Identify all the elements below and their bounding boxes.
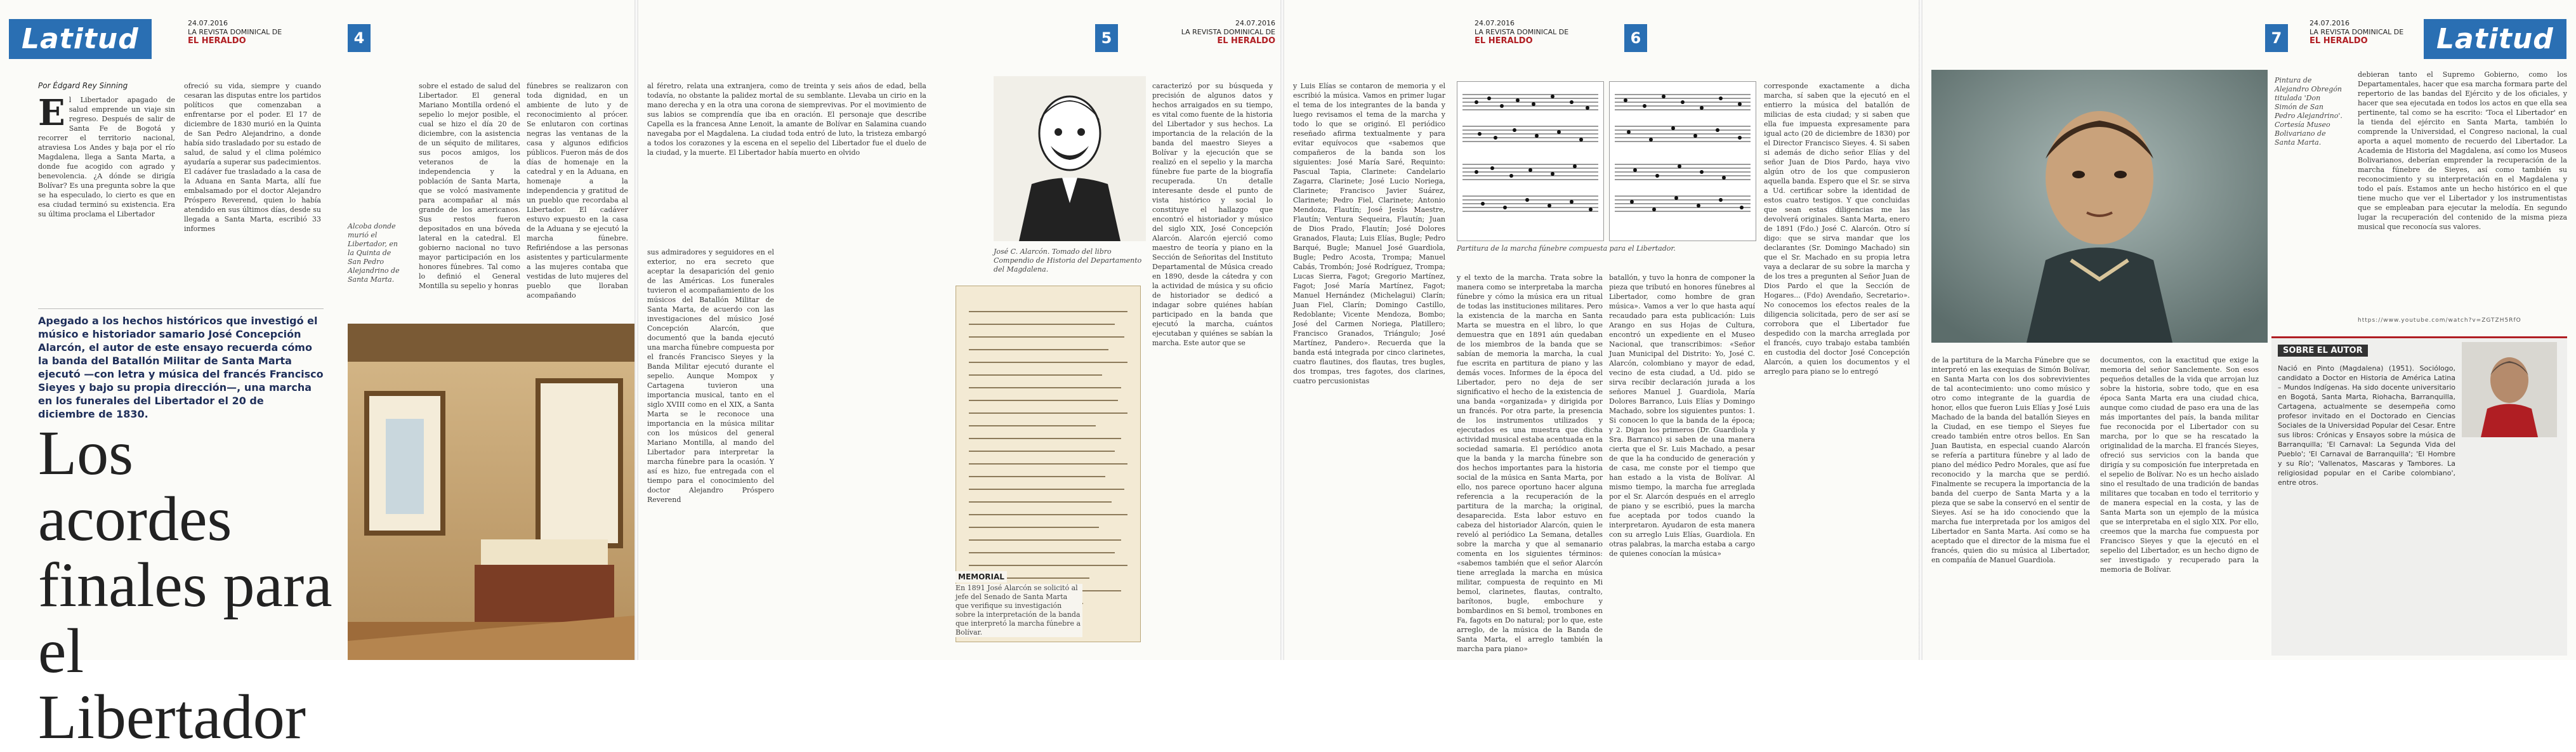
- article-column: sus admiradores y seguidores en el exterior, no era secreto que aceptar la desaparición del genio de las Américas. Los funerales tuvieron el acompañamiento de los músicos del Batallón Militar de Santa Marta, de acuerdo con las investigaciones del músico José Concepción Alarcón, que documentó que la banda ejecutó una marcha fúnebre compuesta por el francés Francisco Sieyes y la Banda Militar ejecutó durante el sepelio. Aunque Mompox y Cartagena tuvieron una importancia musical, tanto en el siglo XVIII como en el XIX, a Santa Marta se le reconoce una importancia en la música militar con los músicos del general Mariano Montilla, al mando del Libertador para interpretar la marcha fúnebre para la ocasión. Y así es hizo, fue entregada con el tiempo para el conocimiento del doctor Alejandro Próspero Reverend: [647, 248, 774, 504]
- page-number: 6: [1624, 24, 1647, 52]
- page-number: 4: [348, 24, 371, 52]
- photo-caption: Pintura de Alejandro Obregón titulada 'Don Simón de San Pedro Alejandrino'. Cortesía Museo Bolivariano de Santa Marta.: [2275, 76, 2343, 147]
- article-column: debieran tanto el Supremo Gobierno, como los Departamentales, hacer que esa marcha formara parte del repertorio de las bandas del Ejército y de los oficiales, y hacer que sea ejecutada en todos los actos en que ella sea pertinente, tal como se ha escrito: 'Toca el Libertador' en la tienda del ejército en Santa Marta, también lo comprende la Universidad, el Congreso nacional, la cual aporta a aquel momento de recuerdo del Libertador. La Academia de Historia del Magdalena, así como los Museos Bolivarianos, deberían emprender la recuperación de la marcha fúnebre de Sieyes, así como también su reconocimiento y su interpretación en el Magdalena y todo el país. Estamos ante un hecho histórico en el que tiene mucho que ver el Libertador y los instrumentistas que se empleaban para ejecutar la melodía. En segundo lugar la recuperación del contenido de la misma pieza musical que reconocía sus valores.: [2358, 70, 2567, 231]
- page-5: [638, 0, 1280, 660]
- bolivar-portrait: [1931, 70, 2268, 343]
- author-box-title: SOBRE EL AUTOR: [2278, 345, 2368, 357]
- article-column: [38, 92, 175, 219]
- masthead-paper: EL HERALDO: [1475, 36, 1533, 46]
- music-score-page-2: [1609, 81, 1756, 241]
- article-column: ofreció su vida, siempre y cuando cesaran las disputas entre los partidos políticos que comenzaban a enfrentarse por el poder. El 17 de diciembre de 1830 murió en la Quinta de San Pedro Alejandrino, a donde había sido trasladado por su estado de salud, de salud y el clima polémico ayudaría a superar sus padecimientos. El cadáver fue trasladado a la casa de la Aduana en Santa Marta, allí fue embalsamado por el doctor Alejandro Próspero Reverend, quien lo había atendido en sus últimos días, desde su llegada a Santa Marta, escribió 33 informes: [184, 82, 321, 233]
- memorial-text: En 1891 José Alarcón se solicitó al jefe del Senado de Santa Marta que verifique su investigación sobre la interpretación de la banda que interpretó la marcha fúnebre a Bolívar.: [956, 584, 1082, 637]
- article-column: documentos, con la exactitud que exige la memoria del señor Sanclemente. Son esos pequeños detalles de la vida que arrojan luz sobre la historia, sobre todo, que en esa época Santa Marta era una ciudad chica, aunque como ciudad de paso era una de las más importantes del país, la banda militar fue reconocida por el Libertador con su marcha, por lo que se ha rescatado la originalidad de la marcha. El francés Sieyes, ofreció sus servicios con la banda que dirigía y su composición fue interpretada en el sepelio de Bolívar. No es un hecho aislado sino el resultado de una tradición de bandas militares que tocaban en todo el territorio y de manera especial en la costa, y las de Santa Marta son un ejemplo de la música que se interpretaba en el siglo XIX. Por ello, creemos que la marcha fue compuesta por Francisco Sieyes y que la ejecutó en el sepelio del Libertador, es un hecho digno de ser investigado y recuperado para la memoria de Bolívar.: [2100, 356, 2259, 574]
- music-score: [1457, 81, 1604, 241]
- article-lead: Apegado a los hechos históricos que investigó el músico e historiador samario José Concepción Alarcón, el autor de este ensayo recuerda cómo la banda del Batallón Militar de Santa Marta ejecutó —con letra y música del francés Francisco Sieyes y bajo su propia dirección—, una marcha en los funerales del Libertador el 20 de diciembre de 1830.: [38, 315, 324, 420]
- author-photo: [2462, 342, 2557, 437]
- youtube-link[interactable]: https://www.youtube.com/watch?v=ZGTZH5RfO: [2358, 317, 2521, 324]
- article-column: batallón, y tuvo la honra de componer la pieza que tributó en honores fúnebres al Libertador, como hombre de gran música». Vamos a ver lo que hasta aquí recaudado para esta publicación: Luis Arango en sus Hojas de Cultura, encontró un expediente en el Museo Nacional, que transcribimos: «Señor Juan Municipal del Distrito: Yo, José C. Alarcón, colombiano y mayor de edad, vecino de esta ciudad, a Ud. pido se sirva recibir declaración jurada a los señores Manuel J. Guardiola, María Dolores Barranco, Luis Elías y Domingo Machado, sobre los siguientes puntos: 1. Si conocen lo que la banda de la época; y 2. Digan los primeros (Dr. Guardiola y Sra. Barranco) si saben de una manera cierta que el Sr. Luis Machado, a pesar de que la ha conducido de generación y de casa, me conste por el tiempo que han estado a la vista de Bolívar. Al mismo tiempo, la marcha fue arreglada por el Sr. Alarcón después en el arreglo de piano y se escribió, pues la marcha fue aceptada por todos cuando la interpretaron. Ayudaron de esta manera con su arreglo Luis Elías, Guardiola. En otras palabras, la marcha estaba a cargo de quienes conocían la música»: [1609, 274, 1755, 558]
- brand-logo: Latitud: [2424, 19, 2566, 59]
- page-7: [1922, 0, 2576, 660]
- author-box: [2271, 336, 2567, 656]
- photo-caption: José C. Alarcón. Tomado del libro Compendio de Historia del Departamento del Magdalena.: [994, 247, 1142, 274]
- drop-cap: E: [38, 92, 65, 134]
- byline: Por Édgard Rey Sinning: [38, 81, 128, 90]
- column-text: l Libertador apagado de salud emprende un viaje sin regreso. Después de salir de Santa Fe de Bogotá y recorrer el territorio nacional, atraviesa Los Andes y baja por el río Magdalena, llega a Santa Marta, a donde fue acogido con agrado y benevolencia. ¿A dónde se dirigía Bolívar? Es una pregunta sobre la que se ha especulado, lo cierto es que en esa ciudad terminó su existencia. Era su última proclama el Libertador: [38, 96, 175, 218]
- brand-logo: Latitud: [9, 19, 152, 59]
- article-column: y el texto de la marcha. Trata sobre la manera como se interpretaba la marcha fúnebre y cómo la música era un ritual de todas las instituciones militares. Pero la existencia de la marcha en Santa Marta se muestra en el libro, lo que demuestra que en 1891 aún quedaban de los miembros de la banda que se sabían de memoria la marcha, la cual fue escrita en partitura de piano y las demás voces. Informes de la época del Libertador, pero no deja de ser significativo el hecho de la existencia de una banda «organizada» y dirigida por un francés. Por otra parte, la presencia de los instrumentos utilizados y ejecutados es una muestra que dicha actividad musical estaba acentuada en la sociedad samaria. El periódico anota que la banda y la marcha fúnebre son dos hechos importantes para la historia social de la música en Santa Marta, por ello, nos parece oportuno hacer alguna referencia a la recuperación de la partitura de la marcha; la original, desaparecida. Esta labor estuvo en cabeza del historiador Alarcón, quien le reveló al periódico La Semana, detalles sobre la marcha y que al semanario comenta en los siguientes términos: «sabemos también que el señor Alarcón tiene arreglada la marcha en música militar, compuesta de requinto en Mi bemol, clarinetes, flautas, contralto, barítonos, bugle, embochure y bombardinos en Si bemol, trombones en Fa, fagots en Do natural; por lo que, este arreglo, de la música de la Banda de Santa Marta, el arreglo también la marcha para piano»: [1457, 274, 1603, 653]
- masthead-supplement: LA REVISTA DOMINICAL DE: [1181, 28, 1275, 36]
- article-column: de la partitura de la Marcha Fúnebre que se interpretó en las exequias de Simón Bolívar, en Santa Marta con los dos sobrevivientes de tal acontecimiento: uno como músico y otro como integrante de la guardia de honor, ellos que fueron Luis Elías y José Luis Machado de la banda del batallón Sieyes en la Ciudad, en ese tiempo el Sieyes fue creado también entre otros bellos. En San Juan Bautista, en especial cuando Alarcón se refería a partitura fúnebre y al lado de piano del médico Pedro Morales, que así fue reconocido y la marcha que se perdió. Finalmente se recupera la importancia de la banda del cuerpo de Santa Marta y a la pieza que se sabe la conservó en el sentir de Sieyes. Así se ha ido conociendo que la marcha fue interpretada por los amigos del Libertador en Santa Marta. Así como se ha aceptado que el director de la misma fue el francés, quien dio su música al Libertador, en compañía de Manuel Guardiola.: [1931, 356, 2090, 564]
- article-column: al féretro, relata una extranjera, como de treinta y seis años de edad, bella todavía, no obstante la palidez mortal de su semblante. Llevaba un cirio en la mano derecha y en la otra una corona de siemprevivas. Por el movimiento de sus labios se comprendía que iba en oración. El personaje que describe Capella es la francesa Anne Lenoit, la amante de Bolívar en Salamina cuando navegaba por el Magdalena. La ciudad toda entró de luto, la tristeza embargó a todos los corazones y la escena en el sepelio del Libertador fue el duelo de la ciudad, y la muerte. El Libertador había muerto en olvido: [647, 82, 926, 157]
- masthead-supplement: LA REVISTA DOMINICAL DE: [188, 28, 282, 36]
- photo-caption: Partitura de la marcha fúnebre compuesta para el Libertador.: [1457, 244, 1676, 253]
- article-column: y Luis Elías se contaron de memoria y el escribió la música. Vamos en primer lugar el tema de los integrantes de la banda y luego revisamos el tema de la marcha y todo lo que se originó. El periódico reseñado afirma textualmente y para evitar equívocos que «sabemos que compañeros de la banda son los siguientes: José María Saré, Requinto: Pascual Tapia, Clarinete: Candelario Zagarra, Clarinete; José Lucio Noriega, Clarinete; Francisco Javier Suárez, Clarinete; Pedro Fiel, Clarinete; Antonio Mendoza, Flautín; José Jesús Maestre, Flautín; Ventura Sequeira, Flautín; Juan de Dios Prado, Flautín; José Dolores Granados, Flauta; Luis Elías, Bugle; Pedro Barqué, Bugle; Manuel José Guardiola, Bugle; Pedro Acosta, Trompa; Manuel Cabás, Trombón; José Rodríguez, Trompa; Lucas Sierra, Fagot; Gregorio Martínez, Fagot; José María Martínez, Fagot; Manuel Hernández (Michelagui) Clarín; Juan Fiel, Clarín; Domingo Castillo, Redoblante; Vicente Mendoza, Bombo; José del Carmen Noriega, Platillero; Francisco Granados, Triángulo; José Martínez, Pandero». Recuerda que la banda está integrada por cinco clarinetes, cuatro flautines, dos flautas, tres bugles, dos trompas, tres fagotes, dos clarines, cuatro percusionistas: [1293, 82, 1445, 385]
- masthead: [1475, 19, 1568, 46]
- headline: Los acordes finales para el Libertador: [38, 418, 332, 752]
- masthead: [188, 19, 282, 46]
- masthead: [1174, 19, 1275, 46]
- masthead: [2310, 19, 2403, 46]
- masthead-date: 24.07.2016: [1235, 19, 1275, 27]
- article-column: corresponde exactamente a dicha marcha, sí saben que la ejecutó en el entierro la música del batallón de milicias de esta ciudad; y si saben que ella fue impuesta expresamente para igual acto (20 de diciembre de 1830) por el Director Francisco Sieyes. 4. Si saben si además de dicho señor Elías y del señor Juan de Dios Pardo, haya vivo algún otro de los que compusieron aquella banda. Espero que el Sr. se sirva a Ud. certificar sobre la identidad de estos cuatro testigos. Y que concluidas que sean estas diligencias me las devolverá originales. Santa Marta, enero de 1891 (Fdo.) José C. Alarcón. Otro sí digo: que se sirva mandar que los declarantes (Sr. Domingo Machado) sin que el Sr. Machado en su propia letra vaya a declarar de su sobre la marcha y de los tres a pregunten al Señor Juan de Dios Pardo el que la Sección de Hogares... (Fdo) Avendaño, Secretario». No conocemos los efectos reales de la diligencia solicitada, pero de ser así se corrobora que el Libertador fue despedido con la marcha arreglada por el francés, cuyo trabajo estaba también en custodia del doctor José Concepción Alarcón, a quien los documentos y el arreglo para piano se lo entregó: [1764, 82, 1910, 376]
- page-4: [0, 0, 634, 752]
- masthead-date: 24.07.2016: [1475, 19, 1515, 27]
- masthead-paper: EL HERALDO: [1217, 36, 1275, 46]
- article-column: caracterizó por su búsqueda y precisión de algunos datos y hechos arraigados en su tiempo, es vital como fuente de la historia del Libertador y sus hechos. La importancia de la relación de la banda del maestro Sieyes a Bolívar y la ejecución que se realizó en el sepelio y la marcha fúnebre fue parte de la biografía recuperada. Un detalle interesante desde el punto de vista histórico y social lo constituye el hallazgo que encontró el historiador y músico del siglo XIX, José Concepción Alarcón. Alarcón ejerció como maestro de teoría y piano en la Sección de Señoritas del Instituto Departamental de Música creado en 1890, desde la cátedra y con la actividad de música y su oficio de historiador se dedicó a indagar sobre quiénes habían participado en la banda que ejecutó la marcha, cuántos ejecutaban y quiénes se sabían la marcha. Este autor que se: [1152, 82, 1273, 347]
- page-number: 7: [2265, 24, 2288, 52]
- masthead-date: 24.07.2016: [188, 19, 228, 27]
- article-column: fúnebres se realizaron con toda dignidad, en un ambiente de luto y de reconocimiento al prócer. Se enlutaron con cortinas negras las ventanas de la casa y algunos edificios públicos. Fueron más de dos días de homenaje en la catedral y en la Aduana, en homenaje a la independencia y gratitud de un pueblo que recordaba al Libertador. El cadáver estuvo expuesto en la casa de la Aduana y se ejecutó la marcha fúnebre. Refiriéndose a las personas asistentes y particularmente a las mujeres contaba que vestidas de luto mujeres del pueblo que lloraban acompañando: [527, 82, 628, 300]
- article-column: sobre el estado de salud del Libertador. El general Mariano Montilla ordenó el sepelio lo mejor posible, el cual se hizo el día 20 de diciembre, con la asistencia de un séquito de militares, sus pocos amigos, los veteranos de la independencia y la población de Santa Marta, que se volcó masivamente para acompañar al más grande de los americanos. Sus restos fueron depositados en una bóveda lateral en la catedral. El gobierno nacional no tuvo mayor participación en los honores fúnebres. Tal como lo definió el General Montilla su sepelio y honras: [419, 82, 520, 290]
- masthead-paper: EL HERALDO: [188, 36, 246, 46]
- alarcon-illustration: [994, 76, 1146, 241]
- masthead-date: 24.07.2016: [2310, 19, 2349, 27]
- masthead-supplement: LA REVISTA DOMINICAL DE: [1475, 28, 1569, 36]
- quinta-bedroom-photo: [348, 324, 634, 660]
- masthead-supplement: LA REVISTA DOMINICAL DE: [2310, 28, 2404, 36]
- masthead-paper: EL HERALDO: [2310, 36, 2368, 46]
- author-bio: Nació en Pinto (Magdalena) (1951). Sociólogo, candidato a Doctor en Historia de América Latina – Mundos Indígenas. Ha sido docente universitario en Bogotá, Santa Marta, Riohacha, Barranquilla, Cartagena, actualmente se desempeña como profesor invitado en el Doctorado en Ciencias Sociales de la Universidad Popular del Cesar. Entre sus libros: Crónicas y Ensayos sobre la música de Barranquilla; 'El Carnaval: La Segunda Vida del Pueblo'; 'El Carnaval de Barranquilla'; 'El Hombre y su Río'; 'Vallenatos, Mascaras y Tambores. La religiosidad popular en el Caribe colombiano', entre otros.: [2278, 364, 2455, 487]
- page-6: [1284, 0, 1919, 660]
- page-number: 5: [1095, 24, 1118, 52]
- divider: [38, 308, 324, 309]
- photo-caption: Alcoba donde murió el Libertador, en la Quinta de San Pedro Alejandrino de Santa Marta.: [348, 222, 400, 284]
- memorial-title: MEMORIAL: [956, 571, 1007, 583]
